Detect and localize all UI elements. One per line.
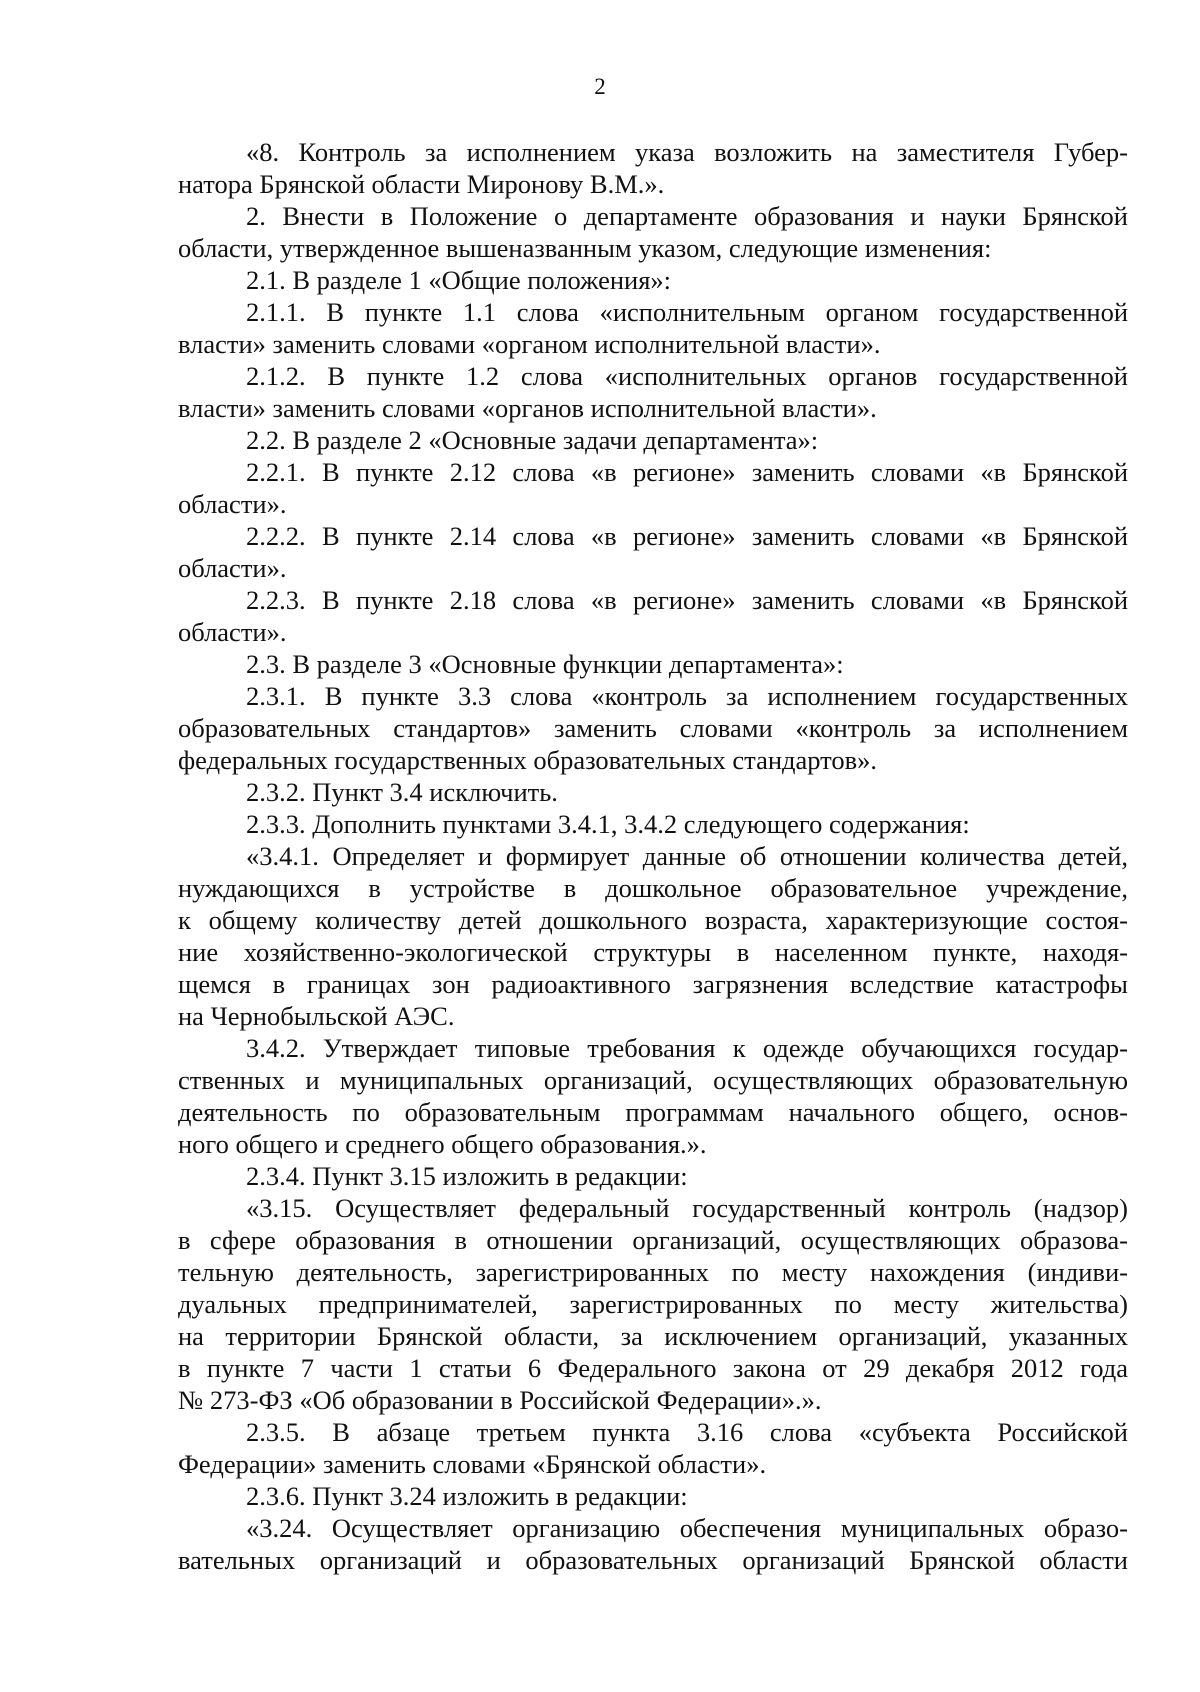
text-line: № 273-ФЗ «Об образовании в Российской Федерации».». — [178, 1385, 822, 1415]
text-line: 2.3.3. Дополнить пунктами 3.4.1, 3.4.2 следующего содержания: — [246, 809, 970, 839]
text-line: «3.4.1. Определяет и формирует данные об отношении количества детей, — [246, 841, 1128, 871]
text-line: области, утвержденное вышеназванным указом, следующие изменения: — [178, 233, 992, 263]
text-line: власти» заменить словами «органом исполнительной власти». — [178, 329, 881, 359]
text-line: нуждающихся в устройстве в дошкольное образовательное учреждение, — [178, 873, 1128, 903]
text-line: образовательных стандартов» заменить словами «контроль за исполнением — [178, 713, 1128, 743]
text-line: ного общего и среднего общего образования.». — [178, 1129, 707, 1159]
text-line: в сфере образования в отношении организаций, осуществляющих образова- — [178, 1225, 1128, 1255]
text-line: 2.2.2. В пункте 2.14 слова «в регионе» заменить словами «в Брянской — [246, 521, 1128, 551]
text-line: 2.3.4. Пункт 3.15 изложить в редакции: — [246, 1161, 688, 1191]
text-line: 3.4.2. Утверждает типовые требования к одежде обучающихся государ- — [246, 1033, 1128, 1063]
text-line: деятельность по образовательным программам начального общего, основ- — [178, 1097, 1128, 1127]
text-line: щемся в границах зон радиоактивного загрязнения вследствие катастрофы — [178, 969, 1128, 999]
document-body — [178, 136, 1128, 1576]
text-line: 2.1.2. В пункте 1.2 слова «исполнительных органов государственной — [246, 361, 1128, 391]
text-line: ственных и муниципальных организаций, осуществляющих образовательную — [178, 1065, 1128, 1095]
text-line: натора Брянской области Миронову В.М.». — [178, 169, 665, 199]
text-line: области». — [178, 489, 287, 519]
text-line: области». — [178, 617, 287, 647]
text-line: 2.3. В разделе 3 «Основные функции департамента»: — [246, 649, 844, 679]
text-line: 2.2.1. В пункте 2.12 слова «в регионе» заменить словами «в Брянской — [246, 457, 1128, 487]
text-line: 2.3.1. В пункте 3.3 слова «контроль за исполнением государственных — [246, 681, 1128, 711]
text-line: Федерации» заменить словами «Брянской области». — [178, 1449, 767, 1479]
text-line: 2.3.6. Пункт 3.24 изложить в редакции: — [246, 1481, 688, 1511]
text-line: 2.3.2. Пункт 3.4 исключить. — [246, 777, 558, 807]
text-line: 2.1. В разделе 1 «Общие положения»: — [246, 265, 672, 295]
text-line: на Чернобыльской АЭС. — [178, 1001, 455, 1031]
text-line: федеральных государственных образовательных стандартов». — [178, 745, 878, 775]
text-line: 2. Внести в Положение о департаменте образования и науки Брянской — [246, 201, 1128, 231]
text-line: 2.1.1. В пункте 1.1 слова «исполнительным органом государственной — [246, 297, 1128, 327]
text-line: к общему количеству детей дошкольного возраста, характеризующие состоя- — [178, 905, 1128, 935]
text-line: области». — [178, 553, 287, 583]
text-line: «8. Контроль за исполнением указа возложить на заместителя Губер- — [246, 137, 1128, 167]
text-line: дуальных предпринимателей, зарегистрированных по месту жительства) — [178, 1289, 1128, 1319]
text-line: ние хозяйственно-экологической структуры в населенном пункте, находя- — [178, 937, 1128, 967]
text-line: 2.2.3. В пункте 2.18 слова «в регионе» заменить словами «в Брянской — [246, 585, 1128, 615]
text-line: 2.3.5. В абзаце третьем пункта 3.16 слова «субъекта Российской — [246, 1417, 1128, 1447]
text-line: власти» заменить словами «органов исполнительной власти». — [178, 393, 877, 423]
text-line: «3.15. Осуществляет федеральный государственный контроль (надзор) — [246, 1193, 1128, 1223]
text-line: «3.24. Осуществляет организацию обеспечения муниципальных образо- — [246, 1513, 1128, 1543]
text-line: вательных организаций и образовательных организаций Брянской области — [178, 1545, 1128, 1575]
text-line: тельную деятельность, зарегистрированных по месту нахождения (индиви- — [178, 1257, 1128, 1287]
text-line: 2.2. В разделе 2 «Основные задачи департамента»: — [246, 425, 819, 455]
text-line: на территории Брянской области, за исключением организаций, указанных — [178, 1321, 1128, 1351]
page-number: 2 — [594, 74, 606, 99]
text-line: в пункте 7 части 1 статьи 6 Федерального закона от 29 декабря 2012 года — [178, 1353, 1128, 1383]
